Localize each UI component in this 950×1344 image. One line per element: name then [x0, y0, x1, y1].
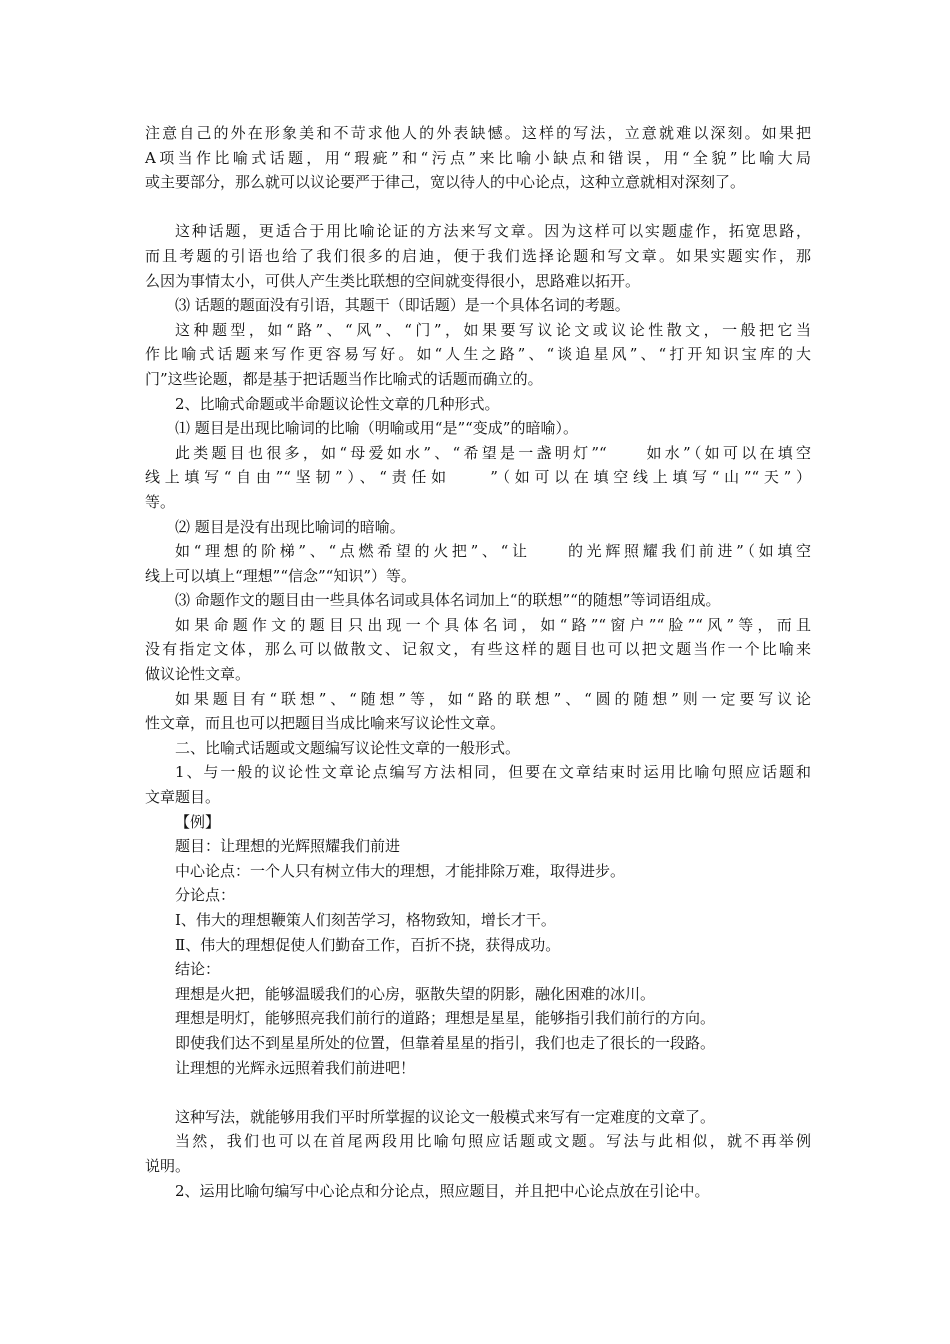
text-line: 这种写法，就能够用我们平时所掌握的议论文一般模式来写有一定难度的文章了。 [175, 1107, 716, 1126]
text-line: 门”这些论题，都是基于把话题当作比喻式的话题而确立的。 [145, 369, 543, 388]
text-line: 做议论性文章。 [145, 665, 251, 684]
text-line: A项当作比喻式话题，用“瑕疵”和“污点”来比喻小缺点和错误，用“全貌”比喻大局 [145, 148, 811, 167]
text-line: 文章题目。 [145, 788, 221, 807]
text-line: 分论点： [175, 886, 236, 905]
text-line: 说明。 [145, 1156, 191, 1175]
text-line: 1、与一般的议论性文章论点编写方法相同，但要在文章结束时运用比喻句照应话题和 [175, 763, 811, 782]
text-line: 【例】 [175, 812, 221, 831]
text-line: 2、比喻式命题或半命题议论性文章的几种形式。 [175, 394, 500, 413]
text-line: 等。 [145, 492, 176, 511]
text-line: Ⅰ、伟大的理想鞭策人们刻苦学习，格物致知，增长才干。 [175, 911, 556, 929]
text-line: 中心论点：一个人只有树立伟大的理想，才能排除万难，取得进步。 [175, 861, 626, 880]
text-line: 即使我们达不到星星所处的位置，但靠着星星的指引，我们也走了很长的一段路。 [175, 1033, 716, 1052]
text-line: Ⅱ、伟大的理想促使人们勤奋工作，百折不挠，获得成功。 [175, 935, 561, 954]
text-line: 理想是明灯，能够照亮我们前行的道路；理想是星星，能够指引我们前行的方向。 [175, 1009, 716, 1028]
text-line: ⑶ 话题的题面没有引语，其题干（即话题）是一个具体名词的考题。 [175, 296, 630, 315]
blank-line [145, 195, 811, 220]
text-line: 注意自己的外在形象美和不苛求他人的外表缺憾。这样的写法，立意就难以深刻。如果把 [145, 124, 811, 142]
text-line: 让理想的光辉永远照着我们前进吧！ [175, 1058, 416, 1077]
text-line: ⑴ 题目是出现比喻词的比喻（明喻或用“是”“变成”的暗喻）。 [175, 419, 578, 438]
text-line: 而且考题的引语也给了我们很多的启迪，便于我们选择论题和写文章。如果实题实作，那 [145, 246, 811, 265]
text-line: 么因为事情太小，可供人产生类比联想的空间就变得很小，思路难以拓开。 [145, 271, 641, 290]
text-line: 如果命题作文的题目只出现一个具体名词，如“路”“窗户”“脸”“风”等，而且 [175, 615, 811, 634]
text-line: 如果题目有“联想”、“随想”等，如“路的联想”、“圆的随想”则一定要写议论 [175, 689, 811, 708]
text-line: 此类题目也很多，如“母爱如水”、“希望是一盏明灯”“ 如水”（如可以在填空 [175, 443, 811, 462]
text-line: 理想是火把，能够温暖我们的心房，驱散失望的阴影，融化困难的冰川。 [175, 984, 656, 1003]
text-line: 这种话题，更适合于用比喻论证的方法来写文章。因为这样可以实题虚作，拓宽思路， [175, 222, 811, 241]
text-line: 线上填写“自由”“坚韧”）、“责任如 ”（如可以在填空线上填写“山”“天”） [145, 468, 811, 487]
text-line: 当然，我们也可以在首尾两段用比喻句照应话题或文题。写法与此相似，就不再举例 [175, 1132, 811, 1151]
text-line: 二、比喻式话题或文题编写议论性文章的一般形式。 [175, 738, 521, 757]
text-line: 作比喻式话题来写作更容易写好。如“人生之路”、“谈追星风”、“打开知识宝库的大 [145, 345, 811, 364]
text-line: 性文章，而且也可以把题目当成比喻来写议论性文章。 [145, 714, 506, 733]
document-body [145, 121, 811, 1203]
text-line: 或主要部分，那么就可以议论要严于律己，宽以待人的中心论点，这种立意就相对深刻了。 [145, 173, 746, 192]
text-line: 没有指定文体，那么可以做散文、记叙文，有些这样的题目也可以把文题当作一个比喻来 [145, 640, 811, 659]
text-line: ⑶ 命题作文的题目由一些具体名词或具体名词加上“的联想”“的随想”等词语组成。 [175, 591, 721, 610]
text-line: 结论： [175, 960, 221, 979]
text-line: 如“理想的阶梯”、“点燃希望的火把”、“让 的光辉照耀我们前进”（如填空 [175, 542, 811, 561]
text-line: ⑵ 题目是没有出现比喻词的暗喻。 [175, 517, 405, 536]
blank-line [145, 1080, 811, 1105]
text-line: 线上可以填上“理想”“信念”“知识”）等。 [145, 566, 417, 585]
text-line: 2、运用比喻句编写中心论点和分论点，照应题目，并且把中心论点放在引论中。 [175, 1181, 710, 1200]
text-line: 这种题型，如“路”、“风”、“门”，如果要写议论文或议论性散文，一般把它当 [175, 320, 811, 339]
text-line: 题目：让理想的光辉照耀我们前进 [175, 837, 401, 856]
